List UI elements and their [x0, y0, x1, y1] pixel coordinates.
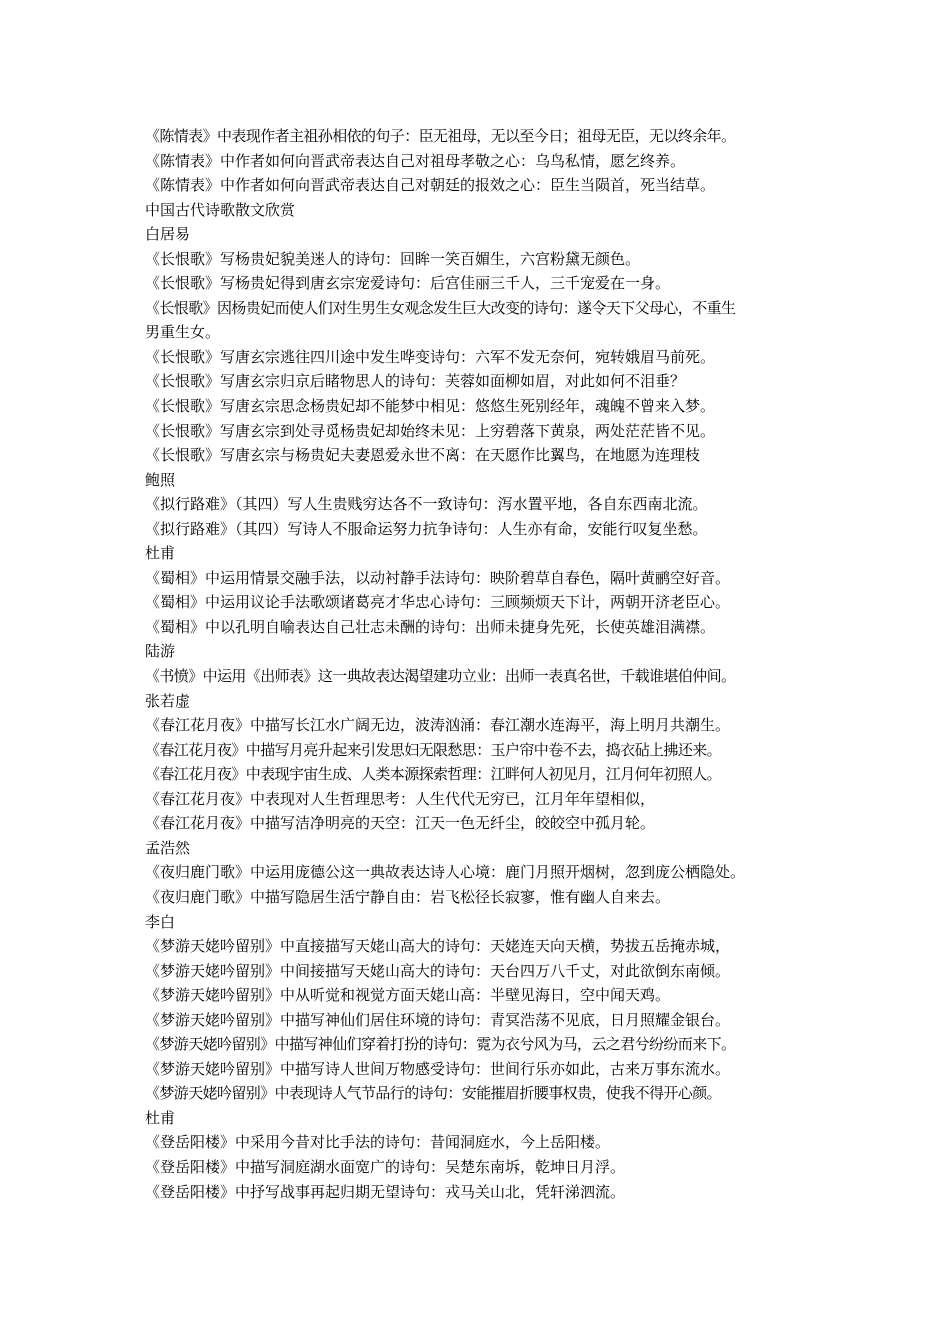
text-line: 《拟行路难》（其四）写诗人不服命运努力抗争诗句：人生亦有命，安能行叹复坐愁。 — [145, 519, 708, 538]
section-heading: 中国古代诗歌散文欣赏 — [145, 200, 296, 219]
text-line: 《春江花月夜》中描写月亮升起来引发思妇无限愁思：玉户帘中卷不去，捣衣砧上拂还来。 — [145, 740, 722, 759]
text-line: 《长恨歌》写唐玄宗归京后睹物思人的诗句：芙蓉如面柳如眉，对此如何不泪垂？ — [145, 372, 686, 391]
text-line: 《长恨歌》写唐玄宗思念杨贵妃却不能梦中相见：悠悠生死别经年，魂魄不曾来入梦。 — [145, 397, 716, 416]
text-line: 《夜归鹿门歌》中运用庞德公这一典故表达诗人心境：鹿门月照开烟树，忽到庞公栖隐处。 — [145, 863, 746, 882]
text-line-continuation: 男重生女。 — [145, 323, 221, 342]
author-heading: 鲍照 — [145, 470, 176, 489]
text-line: 《长恨歌》写杨贵妃得到唐玄宗宠爱诗句：后宫佳丽三千人，三千宠爱在一身。 — [145, 274, 671, 293]
text-line: 《长恨歌》写唐玄宗到处寻觅杨贵妃却始终未见：上穷碧落下黄泉，两处茫茫皆不见。 — [145, 421, 716, 440]
text-line: 《梦游天姥吟留别》中从听觉和视觉方面天姥山高：半壁见海日，空中闻天鸡。 — [145, 986, 671, 1005]
text-line: 《登岳阳楼》中采用今昔对比手法的诗句：昔闻洞庭水，今上岳阳楼。 — [145, 1133, 611, 1152]
text-line: 《春江花月夜》中描写长江水广阔无边，波涛汹涌：春江潮水连海平，海上明月共潮生。 — [145, 716, 731, 735]
author-heading: 张若虚 — [145, 691, 191, 710]
author-heading: 孟浩然 — [145, 838, 191, 857]
text-line: 《春江花月夜》中表现对人生哲理思考：人生代代无穷已，江月年年望相似， — [145, 789, 656, 808]
author-heading: 白居易 — [145, 225, 191, 244]
text-line: 《陈情表》中作者如何向晋武帝表达自己对朝廷的报效之心：臣生当陨首，死当结草。 — [145, 176, 716, 195]
text-line: 《拟行路难》（其四）写人生贵贱穷达各不一致诗句：泻水置平地，各自东西南北流。 — [145, 495, 708, 514]
text-line: 《蜀相》中运用议论手法歌颂诸葛亮才华忠心诗句：三顾频烦天下计，两朝开济老臣心。 — [145, 593, 731, 612]
text-line: 《长恨歌》写唐玄宗逃往四川途中发生哗变诗句：六军不发无奈何，宛转娥眉马前死。 — [145, 347, 716, 366]
text-line: 《陈情表》中作者如何向晋武帝表达自己对祖母孝敬之心：乌鸟私情，愿乞终养。 — [145, 151, 686, 170]
text-line: 《登岳阳楼》中描写洞庭湖水面宽广的诗句：吴楚东南坼，乾坤日月浮。 — [145, 1157, 626, 1176]
text-line: 《登岳阳楼》中抒写战事再起归期无望诗句：戎马关山北，凭轩涕泗流。 — [145, 1182, 626, 1201]
text-line: 《梦游天姥吟留别》中描写神仙们居住环境的诗句：青冥浩荡不见底，日月照耀金银台。 — [145, 1010, 731, 1029]
text-line: 《长恨歌》因杨贵妃而使人们对生男生女观念发生巨大改变的诗句：遂令天下父母心，不重生 — [145, 298, 736, 317]
text-line: 《蜀相》中运用情景交融手法，以动衬静手法诗句：映阶碧草自春色，隔叶黄鹂空好音。 — [145, 568, 731, 587]
text-line: 《梦游天姥吟留别》中描写诗人世间万物感受诗句：世间行乐亦如此，古来万事东流水。 — [145, 1059, 731, 1078]
document-page — [145, 124, 825, 1204]
text-line: 《陈情表》中表现作者主祖孙相依的句子：臣无祖母，无以至今日；祖母无臣，无以终余年。 — [145, 127, 736, 145]
author-heading: 李白 — [145, 912, 176, 931]
author-heading: 杜甫 — [145, 544, 176, 563]
author-heading: 杜甫 — [145, 1108, 176, 1127]
text-line: 《长恨歌》写杨贵妃貌美迷人的诗句：回眸一笑百媚生，六宫粉黛无颜色。 — [145, 249, 641, 268]
text-line: 《蜀相》中以孔明自喻表达自己壮志未酬的诗句：出师未捷身先死，长使英雄泪满襟。 — [145, 617, 716, 636]
text-line: 《梦游天姥吟留别》中描写神仙们穿着打扮的诗句：霓为衣兮风为马，云之君兮纷纷而来下。 — [145, 1035, 736, 1054]
text-line: 《长恨歌》写唐玄宗与杨贵妃夫妻恩爱永世不离：在天愿作比翼鸟，在地愿为连理枝 — [145, 446, 701, 465]
text-line: 《书愤》中运用《出师表》这一典故表达渴望建功立业：出师一表真名世，千载谁堪伯仲间。 — [145, 667, 736, 686]
text-line: 《梦游天姥吟留别》中间接描写天姥山高大的诗句：天台四万八千丈，对此欲倒东南倾。 — [145, 961, 731, 980]
text-line: 《春江花月夜》中描写洁净明亮的天空：江天一色无纤尘，皎皎空中孤月轮。 — [145, 814, 656, 833]
text-line: 《夜归鹿门歌》中描写隐居生活宁静自由：岩飞松径长寂寥，惟有幽人自来去。 — [145, 887, 671, 906]
text-line: 《梦游天姥吟留别》中表现诗人气节品行的诗句：安能摧眉折腰事权贵，使我不得开心颜。 — [145, 1084, 722, 1103]
text-line: 《春江花月夜》中表现宇宙生成、人类本源探索哲理：江畔何人初见月，江月何年初照人。 — [145, 765, 722, 784]
text-line: 《梦游天姥吟留别》中直接描写天姥山高大的诗句：天姥连天向天横，势拔五岳掩赤城， — [145, 937, 731, 956]
author-heading: 陆游 — [145, 642, 176, 661]
